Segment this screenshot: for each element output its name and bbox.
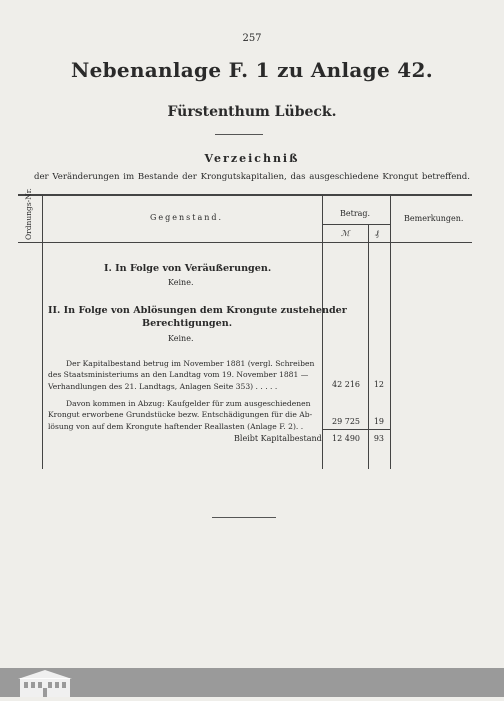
closing-rule: [212, 517, 276, 518]
header-mark: ℳ: [341, 229, 350, 238]
table-top-rule: [18, 194, 472, 196]
entry-1-line-1: Der Kapitalbestand betrug im November 1881 (vergl. Schreiben: [66, 359, 315, 368]
page-title: Nebenanlage F. 1 zu Anlage 42.: [71, 58, 433, 82]
total-label: Bleibt Kapitalbestand: [234, 434, 322, 443]
table-col-divider-3: [368, 224, 369, 469]
entry-1-line-3: Verhandlungen des 21. Landtags, Anlagen Seite 353) . . . . .: [48, 381, 278, 391]
header-bemerkungen: Bemerkungen.: [404, 214, 464, 223]
table-col-divider-1: [42, 194, 43, 469]
total-pf: 93: [373, 434, 384, 443]
entry-1-pf: 12: [373, 380, 384, 389]
entry-2-line-3: lösung von auf dem Krongute haftender Reallasten (Anlage F. 2). .: [48, 421, 304, 431]
page-number: 257: [242, 33, 262, 44]
entry-1-text: [48, 358, 318, 392]
section-ii-note: Keine.: [168, 334, 194, 343]
page-subtitle: Fürstenthum Lübeck.: [167, 104, 337, 120]
table-col-divider-2: [322, 194, 323, 469]
header-ordnungs-nr: Ordnungs-Nr.: [24, 188, 33, 240]
header-pfennig: ₰: [375, 229, 379, 238]
betrag-subheader-rule: [322, 224, 390, 225]
footer-bar: [0, 668, 504, 697]
total-mark: 12 490: [332, 434, 360, 443]
entry-2-mark: 29 725: [332, 417, 360, 426]
entry-1-mark: 42 216: [332, 380, 360, 389]
entry-2-pf: 19: [373, 417, 384, 426]
entry-1-line-2: des Staatsministeriums an den Landtag vom 19. November 1881 —: [48, 370, 309, 380]
library-building-logo-icon: [18, 668, 72, 697]
section-i-title: I. In Folge von Veräußerungen.: [104, 263, 272, 274]
section-ii-title-line1: II. In Folge von Ablösungen dem Krongute zustehender: [48, 305, 347, 316]
table-col-divider-4: [390, 194, 391, 469]
header-gegenstand: Gegenstand.: [150, 213, 224, 222]
subtitle-rule: [215, 134, 263, 135]
table-total-rule: [322, 429, 390, 430]
entry-2-text: [48, 398, 318, 432]
entry-2-line-2: Krongut erworbene Grundstücke bezw. Entschädigungen für die Ab-: [48, 410, 313, 420]
list-heading: Verzeichniß: [204, 152, 300, 165]
entry-2-line-1: Davon kommen in Abzug: Kaufgelder für zum ausgeschiedenen: [66, 399, 311, 408]
section-i-note: Keine.: [168, 278, 194, 287]
header-betrag: Betrag.: [340, 209, 371, 218]
table-header-rule: [18, 242, 472, 243]
list-heading-description: der Veränderungen im Bestande der Krongutskapitalien, das ausgeschiedene Krongut betreffend.: [33, 172, 471, 182]
section-ii-title-line2: Berechtigungen.: [142, 318, 233, 329]
